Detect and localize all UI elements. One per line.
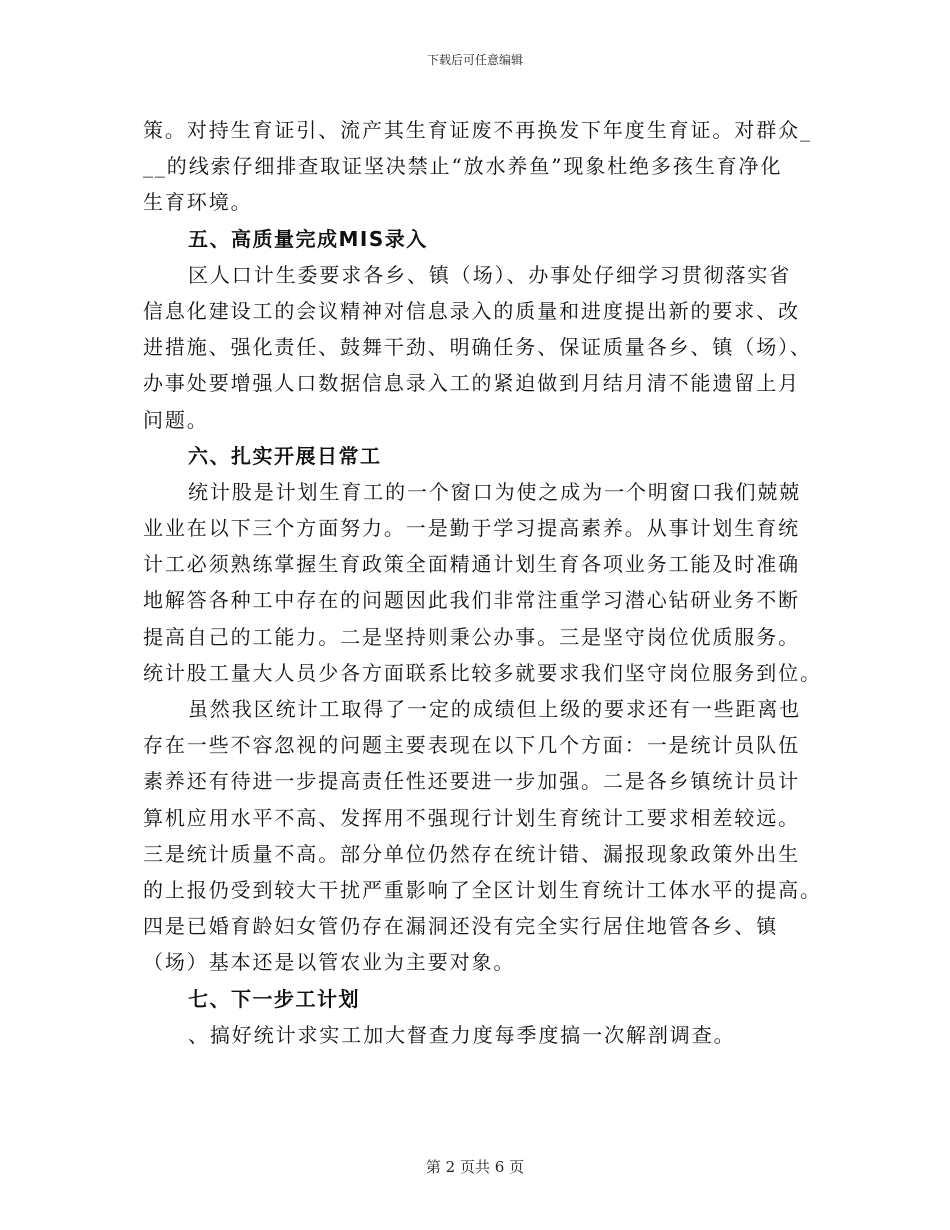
body-line: 素养还有待进一步提高责任性还要进一步加强。二是各乡镇统计员计 [143, 769, 800, 794]
page-number: 第 2 页共 6 页 [425, 1158, 525, 1176]
page-header [0, 52, 950, 68]
section-heading-7: 七、下一步工计划 [188, 986, 360, 1011]
section-heading-6: 六、扎实开展日常工 [188, 443, 382, 468]
body-line: 计工必须熟练掌握生育政策全面精通计划生育各项业务工能及时准确 [143, 552, 800, 577]
body-line: 算机应用水平不高、发挥用不强现行计划生育统计工要求相差较远。 [143, 805, 800, 830]
body-line: __的线索仔细排查取证坚决禁止“放水养鱼”现象杜绝多孩生育净化 [143, 154, 783, 179]
body-line: 进措施、强化责任、鼓舞干劲、明确任务、保证质量各乡、镇（场）、 [143, 335, 812, 360]
paragraph-start: 区人口计生委要求各乡、镇（场）、办事处仔细学习贯彻落实省 [188, 262, 792, 287]
body-line: （场）基本还是以管农业为主要对象。 [143, 950, 516, 975]
body-line: 存在一些不容忽视的问题主要表现在以下几个方面：一是统计员队伍 [143, 733, 800, 758]
body-line: 策。对持生育证引、流产其生育证废不再换发下年度生育证。对群众_ [143, 118, 812, 142]
body-line: 三是统计质量不高。部分单位仍然存在统计错、漏报现象政策外出生 [143, 841, 800, 866]
section-heading-5: 五、高质量完成MIS录入 [188, 226, 428, 251]
body-line: 的上报仍受到较大干扰严重影响了全区计划生育统计工体水平的提高。 [143, 877, 822, 902]
body-line: 提高自己的工能力。二是坚持则秉公办事。三是坚守岗位优质服务。 [143, 624, 800, 649]
body-line: 问题。 [143, 407, 209, 432]
body-line: 信息化建设工的会议精神对信息录入的质量和进度提出新的要求、改 [143, 298, 800, 323]
body-line: 统计股工量大人员少各方面联系比较多就要求我们坚守岗位服务到位。 [143, 660, 822, 685]
body-line: 四是已婚育龄妇女管仍存在漏洞还没有完全实行居住地管各乡、镇 [143, 914, 779, 939]
document-body [143, 112, 822, 1053]
body-line: 业业在以下三个方面努力。一是勤于学习提高素养。从事计划生育统 [143, 516, 800, 541]
paragraph-start: 统计股是计划生育工的一个窗口为使之成为一个明窗口我们兢兢 [188, 479, 802, 504]
paragraph-start: 虽然我区统计工取得了一定的成绩但上级的要求还有一些距离也 [188, 697, 802, 721]
body-line: 地解答各种工中存在的问题因此我们非常注重学习潜心钻研业务不断 [143, 588, 800, 613]
body-line: 办事处要增强人口数据信息录入工的紧迫做到月结月清不能遗留上月 [143, 371, 800, 396]
page-footer [0, 1157, 950, 1177]
header-text: 下载后可任意编辑 [426, 53, 523, 67]
body-line: 生育环境。 [143, 190, 253, 215]
paragraph-start: 、搞好统计求实工加大督查力度每季度搞一次解剖调查。 [188, 1022, 736, 1047]
